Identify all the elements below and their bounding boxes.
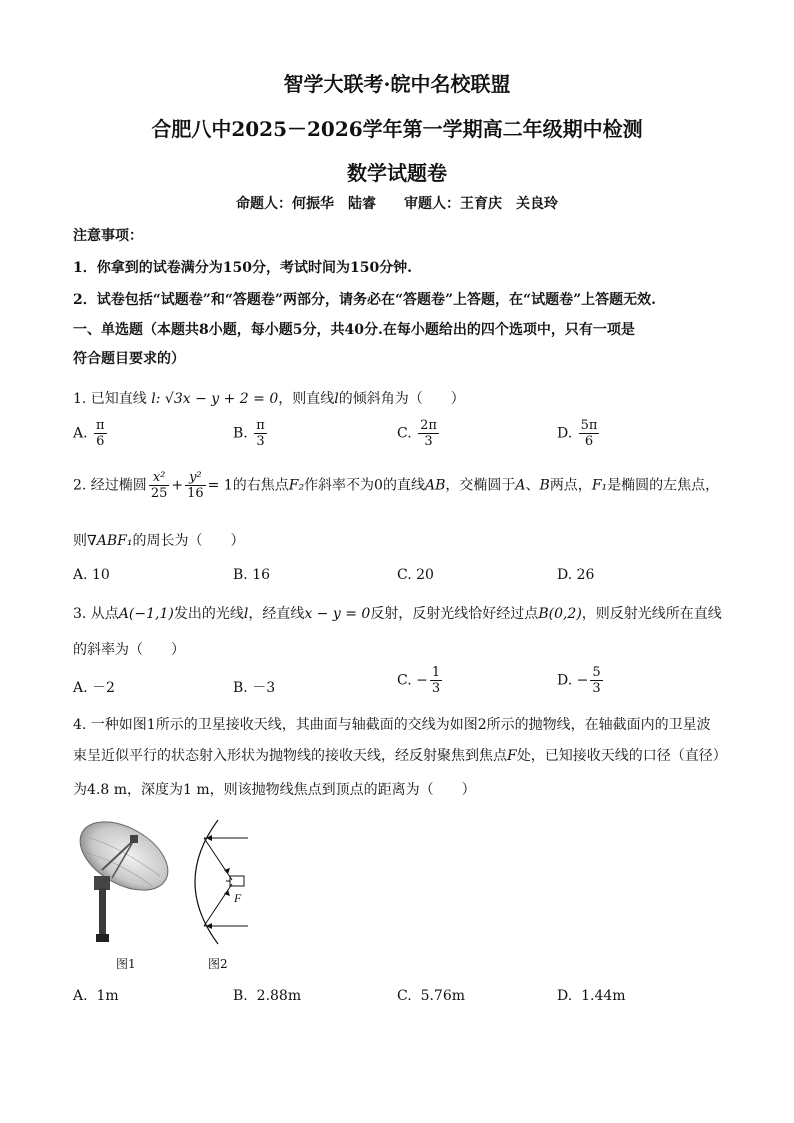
- parabola-diagram: [182, 818, 252, 946]
- q1-option-d-fraction: $\frac{5\pi}{6}$: [580, 418, 598, 449]
- notice-item-2: 2．试卷包括“试题卷”和“答题卷”两部分，请务必在“答题卷”上答题，在“试题卷”上答题无效.: [73, 292, 657, 308]
- q3-option-a: A. －2: [73, 680, 115, 696]
- exam-title: 合肥八中2025－2026学年第一学期高二年级期中检测: [151, 117, 643, 141]
- q3-option-b: B. －3: [233, 680, 276, 696]
- focus-label: F: [234, 891, 242, 905]
- q4-option-a: A. 1m: [73, 988, 119, 1004]
- section-heading: 一、单选题（本题共8小题，每小题5分，共40分.在每小题给出的四个选项中，只有一项是: [73, 322, 635, 338]
- q1-suffix: 的倾斜角为（ ）: [338, 391, 465, 407]
- q2-option-d: D. 26: [557, 567, 595, 583]
- q1-option-a: A. $\frac{\pi}{6}$: [73, 418, 105, 449]
- q1-prefix: 1. 已知直线: [73, 391, 147, 407]
- q1-var: l: [334, 391, 339, 407]
- q3-option-c-fraction: $\frac{1}{3}$: [431, 665, 441, 696]
- question-1: [73, 388, 465, 408]
- q4-option-d: D. 1.44m: [557, 988, 626, 1004]
- q2-fraction-x: $\frac{\text{x²}}{25}$: [150, 470, 168, 501]
- section-heading-cont: 符合题目要求的）: [73, 351, 185, 367]
- question-4-line3: 为4.8 m，深度为1 m，则该抛物线焦点到顶点的距离为（ ）: [73, 782, 476, 798]
- q4-option-b: B. 2.88m: [233, 988, 302, 1004]
- q1-option-b: B. $\frac{\pi}{3}$: [233, 418, 265, 449]
- question-3-cont: 的斜率为（ ）: [73, 642, 185, 658]
- q3-option-d-fraction: $\frac{5}{3}$: [592, 665, 601, 696]
- authors-line: 命题人：何振华 陆睿 审题人：王育庆 关良玲: [236, 196, 558, 212]
- notice-item-1: 1．你拿到的试卷满分为150分，考试时间为150分钟.: [73, 260, 413, 276]
- question-2-cont: 则∇ABF₁的周长为（ ）: [73, 533, 245, 549]
- notice-heading: 注意事项：: [73, 228, 143, 244]
- q1-equation: l: √3x − y + 2 = 0: [151, 391, 279, 407]
- question-4: 4. 一种如图1所示的卫星接收天线，其曲面与轴截面的交线为如图2所示的抛物线，在轴截面内的卫星波: [73, 717, 711, 733]
- q2-fraction-y: $\frac{\text{y²}}{16}$: [187, 470, 204, 501]
- figure-2-caption: 图2: [208, 957, 228, 971]
- q4-option-c: C. 5.76m: [397, 988, 466, 1004]
- satellite-dish-figure: [72, 818, 172, 946]
- q1-option-a-fraction: $\frac{\pi}{6}$: [96, 418, 105, 449]
- question-4-line2: 束呈近似平行的状态射入形状为抛物线的接收天线，经反射聚焦到焦点F处，已知接收天线的口径（直径）: [73, 748, 727, 764]
- q2-option-c: C. 20: [397, 567, 434, 583]
- paper-title: 数学试题卷: [347, 161, 447, 185]
- q1-option-c: C. $\frac{2\pi}{3}$: [397, 418, 437, 449]
- question-2: 2. 经过椭圆 $\frac{\text{x²}}{25}$ + $\frac{\text{y²}}{16}$ = 1的右焦点F₂作斜率不为0的直线AB，交椭圆于A、B两点，F₁是椭圆的左焦点，: [73, 470, 720, 501]
- q2-option-a: A. 10: [73, 567, 110, 583]
- exam-series-title: 智学大联考·皖中名校联盟: [283, 72, 511, 96]
- q1-option-d: D. $\frac{5\pi}{6}$: [557, 418, 598, 449]
- q3-option-c: C. − $\frac{1}{3}$: [397, 665, 441, 696]
- figure-1-caption: 图1: [116, 957, 136, 971]
- q3-option-d: D. − $\frac{5}{3}$: [557, 665, 601, 696]
- q2-option-b: B. 16: [233, 567, 271, 583]
- q1-option-c-fraction: $\frac{2\pi}{3}$: [420, 418, 437, 449]
- q1-option-b-fraction: $\frac{\pi}{3}$: [256, 418, 265, 449]
- question-3: 3. 从点A(−1,1)发出的光线l，经直线x − y = 0反射，反射光线恰好经过点B(0,2)，则反射光线所在直线: [73, 606, 722, 622]
- q1-mid: ，则直线: [278, 391, 335, 407]
